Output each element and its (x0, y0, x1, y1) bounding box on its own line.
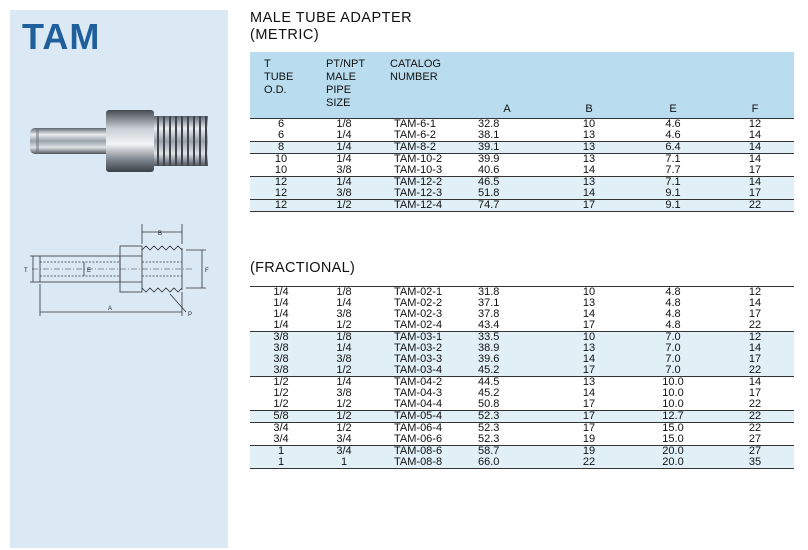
dim-label-t: T (24, 268, 28, 274)
cell-b: 17 (548, 411, 630, 423)
cell-t: 1/2 (273, 387, 289, 399)
cell-t: 3/8 (250, 365, 312, 377)
cell-b: 19 (582, 433, 596, 445)
cell-f: 22 (716, 365, 794, 377)
cell-cat: TAM-02-3 (394, 308, 443, 320)
cell-pipe: 1/2 (312, 199, 376, 211)
table-row (250, 320, 794, 332)
cell-a: 32.8 (466, 118, 548, 130)
cell-a: 44.5 (466, 377, 548, 389)
cell-b: 13 (582, 128, 596, 141)
cell-e: 4.6 (630, 118, 716, 130)
cell-f: 17 (716, 188, 794, 200)
cell-pipe: 1/8 (312, 118, 376, 130)
cell-pipe: 3/4 (336, 433, 352, 445)
cell-f: 22 (748, 319, 762, 331)
cell-b: 13 (548, 377, 630, 389)
cell-f: 14 (748, 128, 762, 141)
cell-t: 12 (250, 176, 312, 188)
cell-pipe: 1/4 (336, 297, 352, 309)
cell-pipe: 1/4 (312, 153, 376, 165)
cell-b: 22 (548, 457, 630, 469)
cell-e: 9.1 (630, 199, 716, 211)
cell-f: 22 (716, 423, 794, 435)
cell-pipe: 1/2 (336, 398, 352, 410)
cell-e: 7.7 (665, 163, 681, 176)
cell-pipe: 1/4 (336, 128, 352, 141)
cell-e: 7.0 (630, 332, 716, 344)
cell-cat: TAM-02-1 (376, 287, 466, 299)
dim-label-a: A (108, 306, 113, 312)
cell-f: 14 (716, 343, 794, 354)
table-row (250, 130, 794, 142)
cell-e: 7.0 (630, 354, 716, 365)
cell-pipe: 1/4 (312, 377, 376, 389)
cell-b: 17 (582, 319, 596, 331)
cell-t: 3/8 (250, 343, 312, 354)
table-row (250, 399, 794, 411)
cell-t: 12 (250, 199, 312, 211)
cell-t: 3/8 (250, 354, 312, 365)
header-pipe-size: PT/NPT MALE PIPE SIZE (312, 52, 376, 118)
dim-label-p: P (188, 312, 193, 318)
cell-e: 4.8 (630, 287, 716, 299)
cell-b: 17 (548, 365, 630, 377)
table-row (250, 165, 794, 177)
cell-t: 3/4 (273, 433, 289, 445)
cell-pipe: 1/2 (336, 319, 352, 331)
cell-pipe: 1/8 (312, 287, 376, 299)
header-tube-od: T TUBE O.D. (250, 52, 312, 118)
cell-a: 46.5 (466, 176, 548, 188)
cell-pipe: 1/4 (312, 141, 376, 153)
cell-t: 1/4 (273, 319, 289, 331)
cell-a: 45.2 (466, 365, 548, 377)
cell-f: 14 (716, 377, 794, 389)
cell-b: 14 (582, 387, 596, 399)
cell-a: 43.4 (478, 319, 500, 331)
product-photo (14, 88, 214, 198)
cell-f: 22 (716, 411, 794, 423)
cell-f: 14 (716, 176, 794, 188)
cell-t: 1 (250, 446, 312, 458)
cell-a: 39.1 (466, 141, 548, 153)
cell-pipe: 1/8 (312, 332, 376, 344)
cell-e: 7.0 (630, 365, 716, 377)
table-row (250, 365, 794, 377)
cell-a: 50.8 (478, 398, 500, 410)
table-row (250, 434, 794, 446)
cell-e: 7.1 (630, 176, 716, 188)
cell-b: 13 (548, 343, 630, 354)
cell-t: 1/4 (273, 308, 289, 320)
cell-e: 4.8 (665, 297, 681, 309)
table-row (250, 176, 794, 188)
cell-a: 58.7 (466, 446, 548, 458)
cell-b: 13 (548, 176, 630, 188)
table-row (250, 309, 794, 320)
cell-a: 40.6 (478, 163, 500, 176)
cell-t: 12 (250, 188, 312, 200)
cell-t: 8 (250, 141, 312, 153)
table-row (250, 411, 794, 423)
cell-e: 7.0 (630, 343, 716, 354)
header-b: B (548, 52, 630, 118)
dim-label-e: E (87, 268, 92, 274)
cell-f: 22 (716, 199, 794, 211)
cell-e: 4.8 (665, 308, 681, 320)
table-row (250, 298, 794, 309)
table-row (250, 423, 794, 435)
cell-f: 14 (716, 141, 794, 153)
cell-f: 27 (716, 446, 794, 458)
table-row (250, 457, 794, 469)
cell-t: 1/2 (250, 377, 312, 389)
cell-pipe: 1/4 (312, 343, 376, 354)
dim-label-b: B (158, 231, 163, 237)
cell-b: 17 (582, 398, 596, 410)
cell-cat: TAM-04-3 (394, 387, 443, 399)
cell-e: 6.4 (630, 141, 716, 153)
cell-e: 20.0 (630, 446, 716, 458)
cell-b: 13 (548, 141, 630, 153)
dimension-drawing (10, 212, 218, 332)
cell-cat: TAM-03-4 (376, 365, 466, 377)
table-row (250, 118, 794, 130)
header-e: E (630, 52, 716, 118)
cell-pipe: 1/2 (312, 411, 376, 423)
cell-a: 52.3 (466, 411, 548, 423)
cell-pipe: 1/2 (312, 423, 376, 435)
cell-cat: TAM-04-4 (394, 398, 443, 410)
table-row (250, 141, 794, 153)
header-a: A (466, 52, 548, 118)
cell-cat: TAM-10-3 (394, 163, 443, 176)
cell-t: 10 (274, 163, 288, 176)
cell-e: 15.0 (662, 433, 684, 445)
cell-f: 14 (716, 153, 794, 165)
cell-t: 6 (250, 118, 312, 130)
cell-pipe: 3/8 (336, 163, 352, 176)
cell-cat: TAM-6-1 (376, 118, 466, 130)
metric-table (250, 52, 794, 212)
table-row (250, 199, 794, 211)
cell-a: 37.8 (478, 308, 500, 320)
cell-pipe: 1 (312, 457, 376, 469)
cell-cat: TAM-03-3 (376, 354, 466, 365)
cell-t: 1/2 (273, 398, 289, 410)
cell-e: 9.1 (630, 188, 716, 200)
cell-a: 33.5 (466, 332, 548, 344)
table-row (250, 188, 794, 200)
cell-cat: TAM-02-2 (394, 297, 443, 309)
cell-t: 1/4 (273, 297, 289, 309)
cell-cat: TAM-08-8 (376, 457, 466, 469)
cell-cat: TAM-10-2 (376, 153, 466, 165)
cell-f: 35 (716, 457, 794, 469)
cell-f: 12 (716, 118, 794, 130)
cell-b: 13 (582, 297, 596, 309)
cell-cat: TAM-12-4 (376, 199, 466, 211)
cell-cat: TAM-04-2 (376, 377, 466, 389)
cell-b: 10 (548, 118, 630, 130)
cell-e: 7.1 (630, 153, 716, 165)
cell-f: 14 (748, 297, 762, 309)
cell-e: 4.6 (665, 128, 681, 141)
cell-pipe: 1/4 (312, 176, 376, 188)
page-title (250, 10, 412, 44)
cell-t: 3/8 (250, 332, 312, 344)
cell-f: 17 (748, 308, 762, 320)
cell-a: 31.8 (466, 287, 548, 299)
cell-cat: TAM-8-2 (376, 141, 466, 153)
header-f: F (716, 52, 794, 118)
cell-pipe: 1/2 (312, 365, 376, 377)
table-row (250, 332, 794, 344)
cell-a: 51.8 (466, 188, 548, 200)
cell-t: 1 (250, 457, 312, 469)
cell-f: 12 (716, 332, 794, 344)
cell-t: 5/8 (250, 411, 312, 423)
cell-pipe: 3/8 (312, 354, 376, 365)
fractional-table (250, 286, 794, 469)
product-code-title: TAM (22, 16, 101, 57)
cell-b: 13 (548, 153, 630, 165)
table-row (250, 446, 794, 458)
cell-t: 10 (250, 153, 312, 165)
cell-cat: TAM-05-4 (376, 411, 466, 423)
table-row (250, 153, 794, 165)
cell-f: 27 (748, 433, 762, 445)
cell-pipe: 3/8 (312, 188, 376, 200)
table-row (250, 354, 794, 365)
cell-a: 38.1 (478, 128, 500, 141)
cell-t: 3/4 (250, 423, 312, 435)
cell-f: 12 (716, 287, 794, 299)
cell-b: 17 (548, 423, 630, 435)
dim-label-f: F (205, 268, 209, 274)
cell-cat: TAM-06-6 (394, 433, 443, 445)
cell-pipe: 3/8 (336, 387, 352, 399)
title-line-1: MALE TUBE ADAPTER (250, 10, 413, 26)
cell-b: 17 (548, 199, 630, 211)
cell-f: 17 (748, 163, 762, 176)
cell-b: 14 (548, 188, 630, 200)
cell-cat: TAM-03-2 (376, 343, 466, 354)
cell-a: 74.7 (466, 199, 548, 211)
cell-b: 10 (548, 332, 630, 344)
cell-pipe: 3/4 (312, 446, 376, 458)
table-row (250, 343, 794, 354)
cell-b: 14 (582, 163, 596, 176)
cell-e: 10.0 (662, 398, 684, 410)
table-header (250, 52, 794, 118)
cell-a: 39.9 (466, 153, 548, 165)
cell-e: 10.0 (630, 377, 716, 389)
header-catalog-number: CATALOG NUMBER (376, 52, 466, 118)
cell-cat: TAM-03-1 (376, 332, 466, 344)
cell-b: 19 (548, 446, 630, 458)
cell-cat: TAM-08-6 (376, 446, 466, 458)
cell-b: 14 (582, 308, 596, 320)
cell-f: 17 (716, 354, 794, 365)
table-row (250, 287, 794, 299)
cell-cat: TAM-12-2 (376, 176, 466, 188)
cell-a: 38.9 (466, 343, 548, 354)
cell-pipe: 3/8 (336, 308, 352, 320)
table-row (250, 377, 794, 389)
table-row (250, 388, 794, 399)
cell-cat: TAM-06-4 (376, 423, 466, 435)
cell-b: 14 (548, 354, 630, 365)
cell-t: 1/4 (250, 287, 312, 299)
cell-cat: TAM-02-4 (394, 319, 443, 331)
fractional-section-label: (FRACTIONAL) (250, 260, 356, 276)
cell-b: 10 (548, 287, 630, 299)
cell-e: 4.8 (665, 319, 681, 331)
cell-a: 52.3 (478, 433, 500, 445)
cell-t: 6 (277, 128, 285, 141)
cell-e: 20.0 (630, 457, 716, 469)
cell-f: 17 (748, 387, 762, 399)
cell-e: 12.7 (630, 411, 716, 423)
cell-a: 39.6 (466, 354, 548, 365)
cell-e: 10.0 (662, 387, 684, 399)
title-line-2: (METRIC) (250, 27, 320, 43)
cell-e: 15.0 (630, 423, 716, 435)
cell-f: 22 (748, 398, 762, 410)
cell-cat: TAM-12-3 (376, 188, 466, 200)
cell-a: 37.1 (478, 297, 500, 309)
cell-a: 66.0 (466, 457, 548, 469)
cell-cat: TAM-6-2 (394, 128, 436, 141)
cell-a: 52.3 (466, 423, 548, 435)
cell-a: 45.2 (478, 387, 500, 399)
